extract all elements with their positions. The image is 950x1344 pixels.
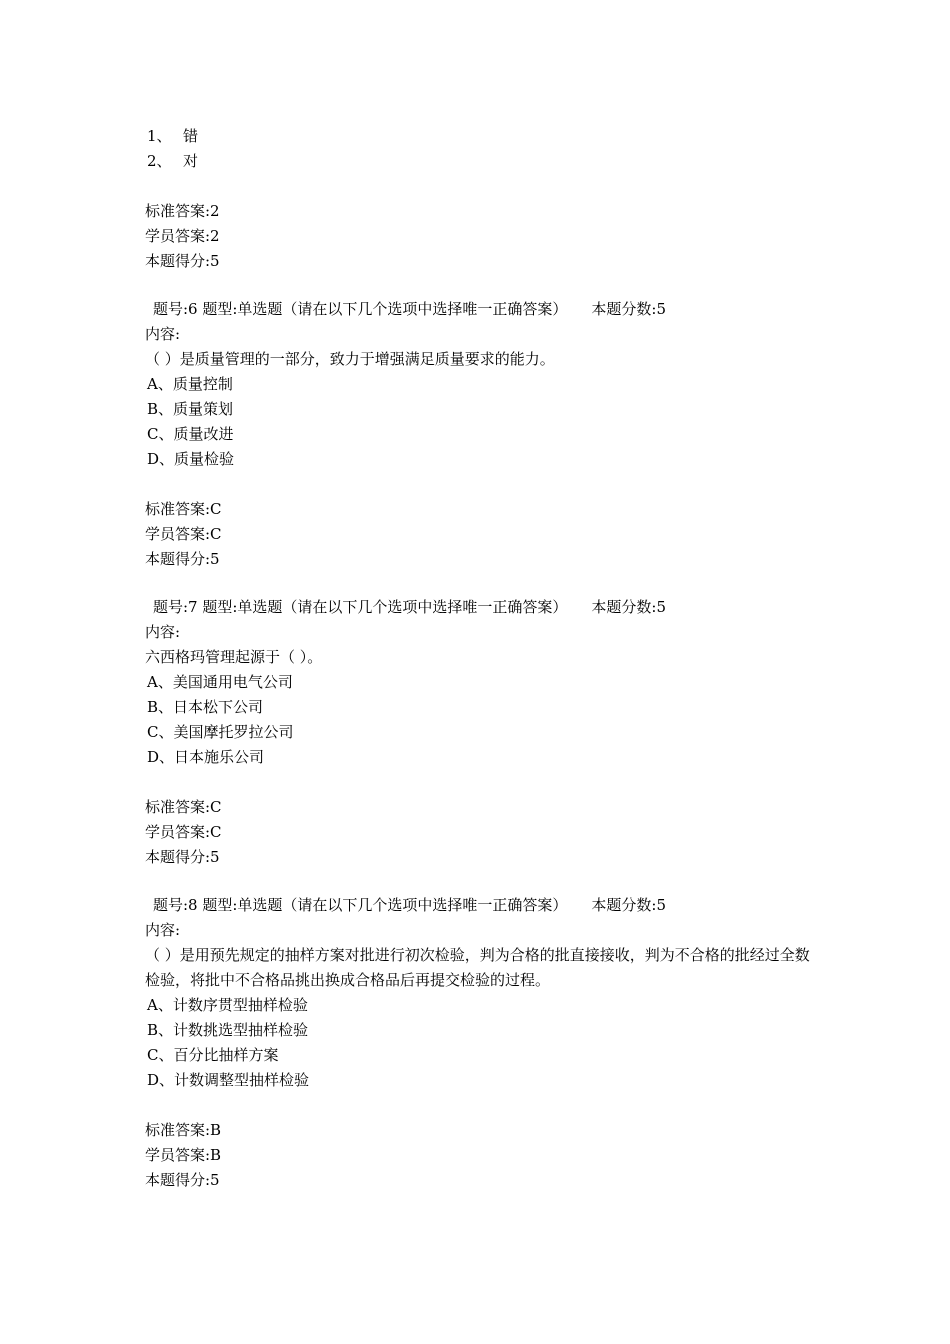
question-type-label: 题号:6 题型:单选题（请在以下几个选项中选择唯一正确答案） — [153, 300, 568, 318]
option-item: B、日本松下公司 — [147, 698, 264, 716]
content-label: 内容: — [145, 921, 181, 939]
option-item: D、计数调整型抽样检验 — [147, 1071, 310, 1089]
standard-answer: 标准答案:C — [145, 798, 222, 816]
standard-answer: 标准答案:B — [145, 1121, 222, 1139]
question-header — [145, 893, 825, 918]
option-number: 2、 — [147, 152, 172, 170]
option-item: A、美国通用电气公司 — [147, 673, 293, 691]
option-text: 对 — [183, 152, 199, 170]
student-answer: 学员答案:B — [145, 1146, 222, 1164]
question-points: 本题分数:5 — [591, 896, 667, 914]
option-item — [145, 124, 825, 149]
option-item: B、质量策划 — [147, 400, 234, 418]
option-item: A、计数序贯型抽样检验 — [147, 996, 308, 1014]
option-item: C、美国摩托罗拉公司 — [147, 723, 294, 741]
content-label: 内容: — [145, 325, 181, 343]
question-score: 本题得分:5 — [145, 252, 220, 270]
question-stem: （ ）是质量管理的一部分，致力于增强满足质量要求的能力。 — [145, 350, 555, 368]
question-points: 本题分数:5 — [591, 300, 667, 318]
option-item — [145, 149, 825, 174]
option-item: B、计数挑选型抽样检验 — [147, 1021, 309, 1039]
question-stem: 六西格玛管理起源于（ ）。 — [145, 648, 323, 666]
intro-block — [145, 124, 825, 274]
question-stem: （ ）是用预先规定的抽样方案对批进行初次检验，判为合格的批直接接收，判为不合格的批经过全数检验，将批中不合格品挑出换成合格品后再提交检验的过程。 — [145, 946, 810, 989]
question-type-label: 题号:7 题型:单选题（请在以下几个选项中选择唯一正确答案） — [153, 598, 568, 616]
question-type-label: 题号:8 题型:单选题（请在以下几个选项中选择唯一正确答案） — [153, 896, 568, 914]
option-item: C、质量改进 — [147, 425, 234, 443]
question-score: 本题得分:5 — [145, 550, 220, 568]
option-text: 错 — [183, 127, 199, 145]
option-number: 1、 — [147, 127, 172, 145]
question-score: 本题得分:5 — [145, 1171, 220, 1189]
question-header — [145, 297, 825, 322]
standard-answer: 标准答案:2 — [145, 202, 220, 220]
question-score: 本题得分:5 — [145, 848, 220, 866]
question-header — [145, 595, 825, 620]
student-answer: 学员答案:2 — [145, 227, 220, 245]
student-answer: 学员答案:C — [145, 823, 222, 841]
standard-answer: 标准答案:C — [145, 500, 222, 518]
content-label: 内容: — [145, 623, 181, 641]
question-block-6 — [145, 274, 825, 572]
document-page — [145, 124, 825, 1193]
option-item: A、质量控制 — [147, 375, 233, 393]
question-points: 本题分数:5 — [591, 598, 667, 616]
option-item: C、百分比抽样方案 — [147, 1046, 279, 1064]
question-block-8 — [145, 870, 825, 1193]
question-block-7 — [145, 572, 825, 870]
option-item: D、日本施乐公司 — [147, 748, 265, 766]
option-item: D、质量检验 — [147, 450, 235, 468]
student-answer: 学员答案:C — [145, 525, 222, 543]
